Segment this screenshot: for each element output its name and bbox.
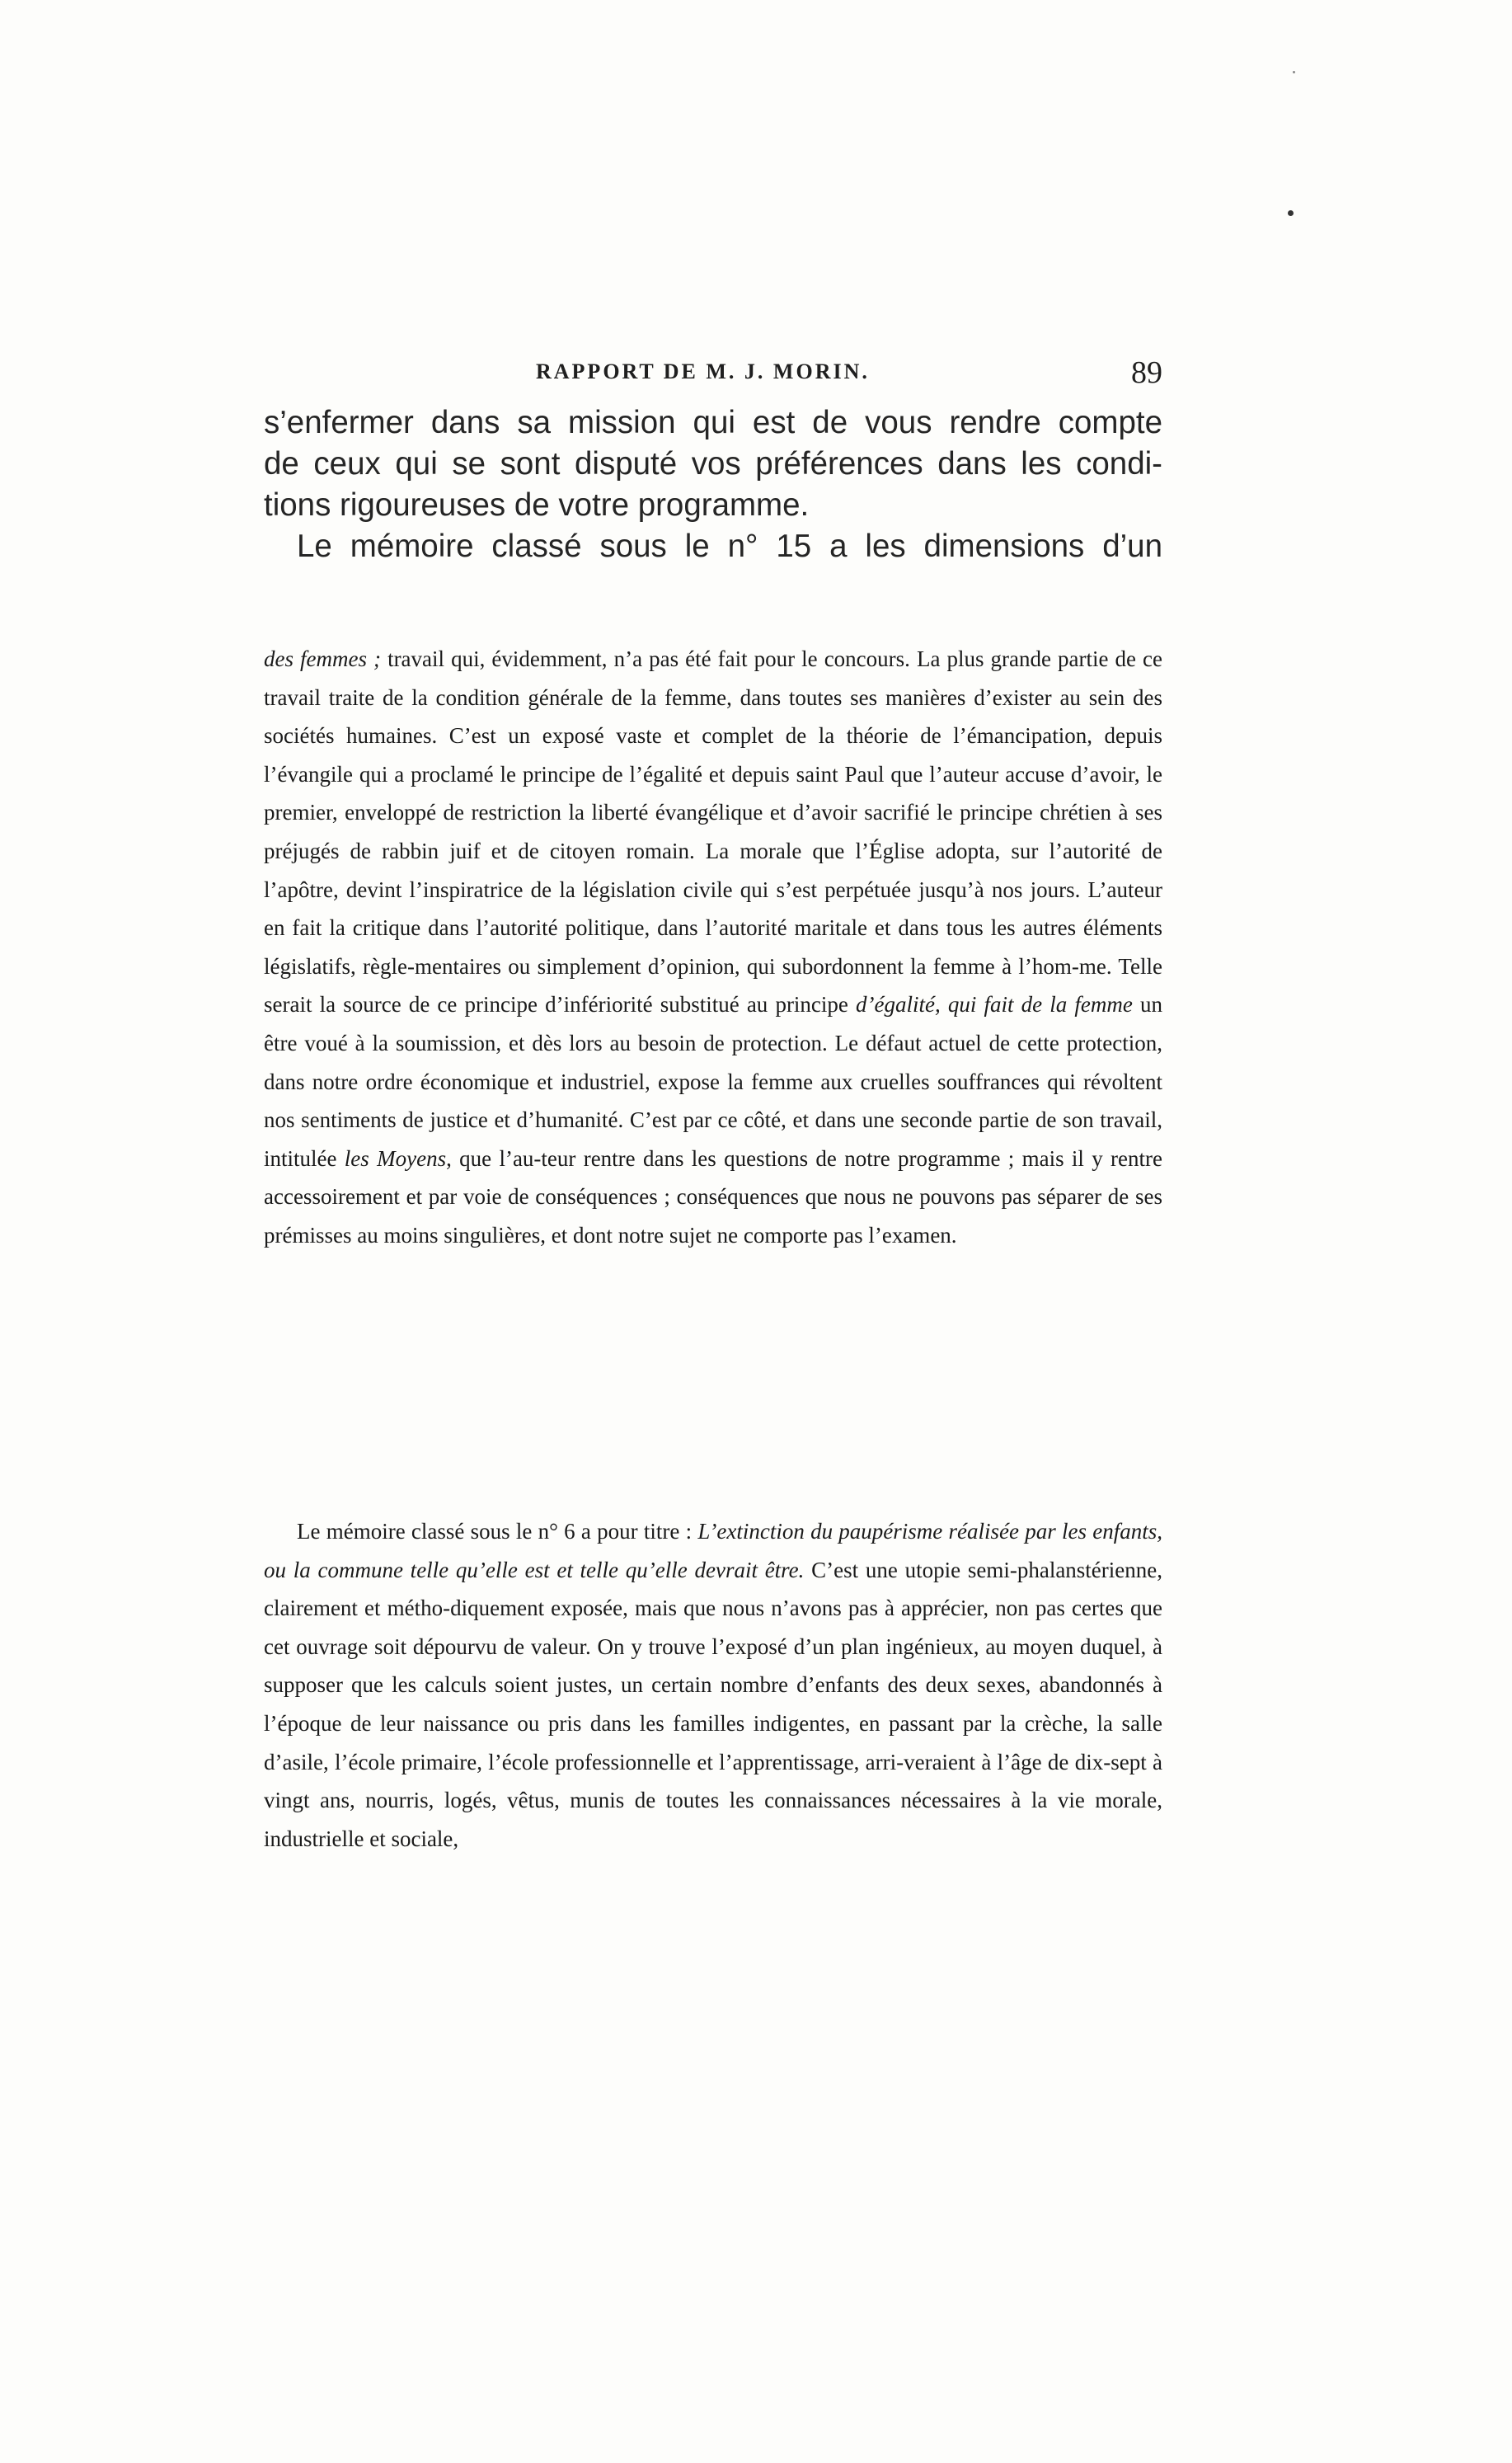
italic-phrase: des femmes ;	[264, 646, 382, 671]
paragraph-memoire-15	[264, 640, 1162, 1255]
italic-phrase: les Moyens	[344, 1145, 447, 1171]
large-text-line: Le mémoire classé sous le n° 15 a les dimensions d’un	[297, 529, 1162, 564]
large-type-passage	[264, 402, 1162, 567]
paragraph-text: C’est une utopie semi-phalanstérienne, clairement et métho-diquement exposée, mais que nous n’avons pas à apprécier, non pas certes que cet ouvrage soit dépourvu de valeur. On y trouve l’exposé d’un plan ingénieux, au moyen duquel, à supposer que les calculs soient justes, un certain nombre d’enfants des deux sexes, abandonnés à l’époque de leur naissance ou pris dans les familles indigentes, en passant par la crèche, la salle d’asile, l’école primaire, l’école professionnelle et l’apprentissage, arri-veraient à l’âge de dix-sept à vingt ans, nourris, logés, vêtus, munis de toutes les connaissances nécessaires à la vie morale, industrielle et sociale,	[264, 1557, 1163, 1851]
large-text-line: s’enfermer dans sa mission qui est de vous rendre compte	[264, 405, 1162, 440]
paragraph-text: , que l’au-teur rentre dans les questions de notre programme ; mais il y rentre accessoirement et par voie de conséquences ; conséquences que nous ne pouvons pas séparer de ses prémisses au moins singulières, et dont notre sujet ne comporte pas l’examen.	[264, 1145, 1162, 1248]
italic-title: L’extinction du paupérisme réalisée par les enfants, ou la commune telle qu’elle est et telle qu’elle devrait être.	[264, 1519, 1162, 1582]
large-text-line: de ceux qui se sont disputé vos préférences dans les condi-	[264, 446, 1162, 482]
paragraph-memoire-6	[264, 1512, 1162, 1858]
large-text-line: tions rigoureuses de votre programme.	[264, 487, 810, 523]
scan-speck	[1293, 71, 1295, 73]
page-number: 89	[1131, 355, 1162, 390]
paragraph-text: un être voué à la soumission, et dès lors au besoin de protection. Le défaut actuel de cette protection, dans notre ordre économique et industriel, expose la femme aux cruelles souffrances qui révoltent nos sentiments de justice et d’humanité. C’est par ce côté, et dans une seconde partie de son travail, intitulée	[264, 992, 1162, 1171]
running-head	[264, 355, 1162, 396]
paragraph-text: Le mémoire classé sous le n° 6 a pour titre :	[297, 1519, 698, 1544]
paragraph-text: travail qui, évidemment, n’a pas été fait pour le concours. La plus grande partie de ce travail traite de la condition générale de la femme, dans toutes ses manières d’exister au sein des sociétés humaines. C’est un exposé vaste et complet de la théorie de l’émancipation, depuis l’évangile qui a proclamé le principe de l’égalité et depuis saint Paul que l’auteur accuse d’avoir, le premier, enveloppé de restriction la liberté évangélique et d’avoir sacrifié le principe chrétien à ses préjugés de rabbin juif et de citoyen romain. La morale que l’Église adopta, sur l’autorité de l’apôtre, devint l’inspiratrice de la législation civile qui s’est perpétuée jusqu’à nos jours. L’auteur en fait la critique dans l’autorité politique, dans l’autorité maritale et dans tous les autres éléments législatifs, règle-mentaires ou simplement d’opinion, qui subordonnent la femme à l’hom-me. Telle serait la source de ce principe d’infériorité substitué au principe	[264, 646, 1162, 1018]
running-title: RAPPORT DE M. J. MORIN.	[536, 360, 870, 383]
italic-phrase: d’égalité, qui fait de la femme	[856, 992, 1133, 1018]
scan-speck	[1288, 210, 1294, 216]
